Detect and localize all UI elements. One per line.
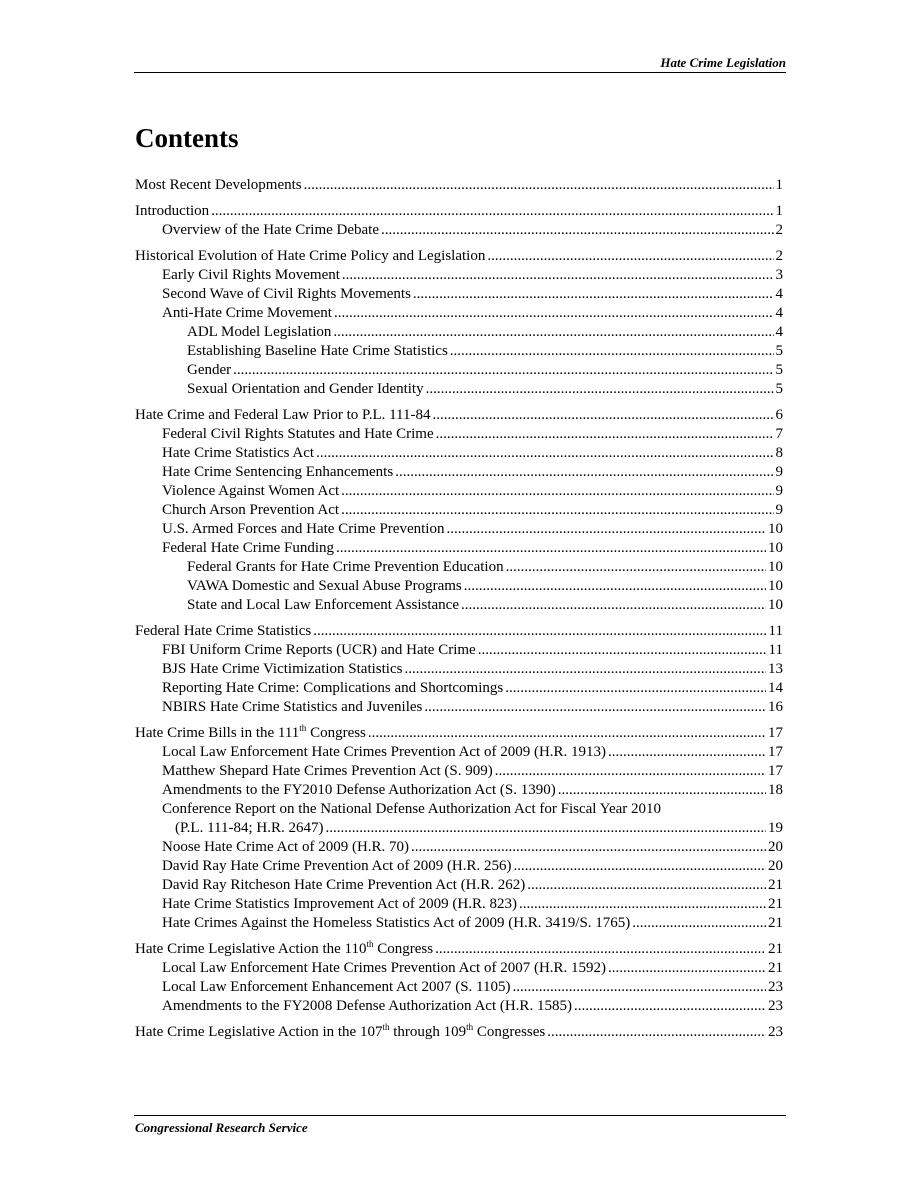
toc-entry[interactable]: Violence Against Women Act ..... 9 <box>135 482 783 501</box>
toc-entry[interactable]: Establishing Baseline Hate Crime Statistics ..... 5 <box>135 342 783 361</box>
toc-entry[interactable]: VAWA Domestic and Sexual Abuse Programs ..... 10 <box>135 577 783 596</box>
toc-entry[interactable]: David Ray Hate Crime Prevention Act of 2009 (H.R. 256) ..... 20 <box>135 857 783 876</box>
toc-entry[interactable]: Amendments to the FY2008 Defense Authorization Act (H.R. 1585) ..... 23 <box>135 997 783 1016</box>
toc-entry[interactable]: NBIRS Hate Crime Statistics and Juveniles ..... 16 <box>135 698 783 717</box>
toc-entry[interactable]: Hate Crimes Against the Homeless Statistics Act of 2009 (H.R. 3419/S. 1765) ..... 21 <box>135 914 783 933</box>
toc-entry[interactable]: Matthew Shepard Hate Crimes Prevention Act (S. 909) ..... 17 <box>135 762 783 781</box>
toc-entry[interactable]: David Ray Ritcheson Hate Crime Prevention Act (H.R. 262) ..... 21 <box>135 876 783 895</box>
toc-entry[interactable]: Sexual Orientation and Gender Identity ..... 5 <box>135 380 783 399</box>
toc-entry[interactable]: Amendments to the FY2010 Defense Authorization Act (S. 1390) ..... 18 <box>135 781 783 800</box>
toc-entry[interactable]: Hate Crime and Federal Law Prior to P.L. 111-84 ..... 6 <box>135 406 783 425</box>
running-header: Hate Crime Legislation <box>660 55 786 70</box>
toc-entry[interactable]: Local Law Enforcement Hate Crimes Prevention Act of 2007 (H.R. 1592) ..... 21 <box>135 959 783 978</box>
toc-entry[interactable]: Hate Crime Legislative Action the 110th Congress ..... 21 <box>135 940 783 959</box>
toc-entry[interactable]: ADL Model Legislation ..... 4 <box>135 323 783 342</box>
toc-entry[interactable]: Reporting Hate Crime: Complications and Shortcomings ..... 14 <box>135 679 783 698</box>
toc-entry[interactable]: Gender ..... 5 <box>135 361 783 380</box>
toc-entry[interactable]: Local Law Enforcement Hate Crimes Prevention Act of 2009 (H.R. 1913) ..... 17 <box>135 743 783 762</box>
toc-entry[interactable]: Federal Grants for Hate Crime Prevention Education ..... 10 <box>135 558 783 577</box>
toc-entry[interactable]: Noose Hate Crime Act of 2009 (H.R. 70) ..... 20 <box>135 838 783 857</box>
toc-entry[interactable]: U.S. Armed Forces and Hate Crime Prevention ..... 10 <box>135 520 783 539</box>
toc-entry[interactable]: Hate Crime Statistics Act ..... 8 <box>135 444 783 463</box>
toc-entry[interactable]: Hate Crime Legislative Action in the 107th through 109th Congresses ..... 23 <box>135 1023 783 1042</box>
toc-entry[interactable]: Hate Crime Sentencing Enhancements ..... 9 <box>135 463 783 482</box>
toc-entry[interactable]: Federal Civil Rights Statutes and Hate Crime ..... 7 <box>135 425 783 444</box>
toc-entry[interactable]: Historical Evolution of Hate Crime Policy and Legislation ..... 2 <box>135 247 783 266</box>
toc-entry[interactable]: FBI Uniform Crime Reports (UCR) and Hate Crime ..... 11 <box>135 641 783 660</box>
toc-entry[interactable]: Second Wave of Civil Rights Movements ..... 4 <box>135 285 783 304</box>
toc-entry[interactable]: Anti-Hate Crime Movement ..... 4 <box>135 304 783 323</box>
toc-entry[interactable]: Overview of the Hate Crime Debate ..... 2 <box>135 221 783 240</box>
toc-entry[interactable]: Federal Hate Crime Statistics ..... 11 <box>135 622 783 641</box>
toc-entry[interactable]: Early Civil Rights Movement ..... 3 <box>135 266 783 285</box>
toc-entry[interactable]: State and Local Law Enforcement Assistance ..... 10 <box>135 596 783 615</box>
toc-entry[interactable]: Hate Crime Statistics Improvement Act of 2009 (H.R. 823) ..... 21 <box>135 895 783 914</box>
toc-entry[interactable]: BJS Hate Crime Victimization Statistics ..... 13 <box>135 660 783 679</box>
toc-entry-multiline[interactable]: Conference Report on the National Defense Authorization Act for Fiscal Year 2010 (P.L. 111-84; H.R. 2647) ..... 19 <box>135 800 783 838</box>
toc-entry[interactable]: Local Law Enforcement Enhancement Act 2007 (S. 1105) ..... 23 <box>135 978 783 997</box>
toc-entry[interactable]: Hate Crime Bills in the 111th Congress ..... 17 <box>135 724 783 743</box>
toc-entry[interactable]: Introduction ..... 1 <box>135 202 783 221</box>
toc-entry[interactable]: Church Arson Prevention Act ..... 9 <box>135 501 783 520</box>
toc-entry[interactable]: Most Recent Developments ..... 1 <box>135 176 783 195</box>
running-footer: Congressional Research Service <box>135 1120 308 1135</box>
page-title: Contents <box>135 123 239 153</box>
footer-divider <box>134 1115 786 1116</box>
table-of-contents <box>135 176 783 1042</box>
toc-entry[interactable]: Federal Hate Crime Funding ..... 10 <box>135 539 783 558</box>
header-divider <box>134 72 786 73</box>
